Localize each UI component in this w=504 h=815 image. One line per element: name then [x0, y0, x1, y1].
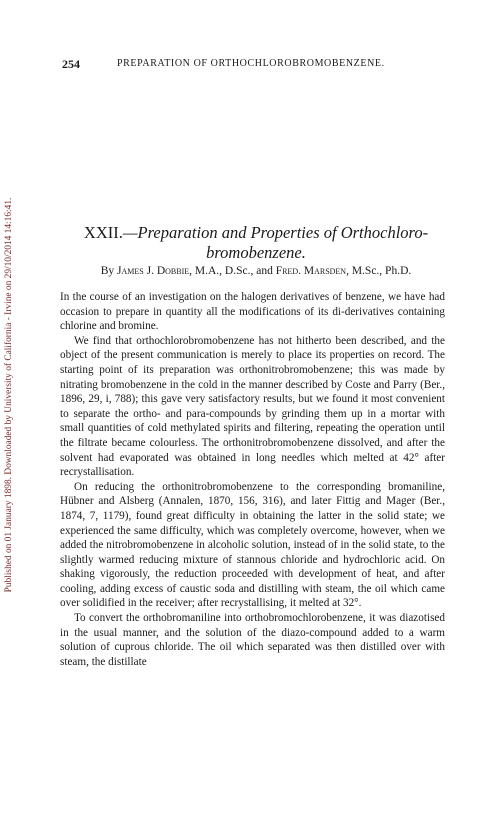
watermark-text: Published on 01 January 1898. Downloaded by University of California - Irvine on 29/10/2014 14:16:41. — [4, 197, 14, 593]
page-number: 254 — [62, 57, 80, 71]
title-line-1: —Preparation and Properties of Orthochloro- — [122, 223, 429, 242]
author-1-degrees: , M.A., D.Sc., and — [189, 265, 276, 277]
article-number: XXII. — [83, 223, 123, 242]
paragraph-4: To convert the orthobromaniline into orthobromochlorobenzene, it was diazotised in the usual manner, and the solution of the diazo-compound added to a warm solution of cuprous chloride. The oil which separated was then distilled over with steam, the distillate — [60, 612, 445, 668]
byline — [62, 265, 450, 277]
download-watermark — [2, 70, 16, 720]
running-header — [62, 57, 444, 72]
title-line-2: bromobenzene. — [206, 243, 306, 262]
author-1: James J. Dobbie — [117, 265, 190, 277]
paragraph-2: We find that orthochlorobromobenzene has not hitherto been described, and the object of the present communication is merely to place its properties on record. The starting point of its preparation was orthonitrobromobenzene; this was made by nitrating bromobenzene in the cold in the manner described by Coste and Parry (Ber., 1896, 29, i, 788); this gave very satisfactory results, but we found it most convenient to separate the ortho- and para-compounds by grinding them up in a mortar with small quantities of cold methylated spirits and filtering, repeating the operation until the filtrate became colourless. The orthonitrobromobenzene dissolved, and after the solvent had evaporated was obtained in long needles which melted at 42° after recrystallisation. — [60, 334, 445, 479]
author-2: Fred. Marsden — [275, 265, 347, 277]
paragraph-3: On reducing the orthonitrobromobenzene to the corresponding bromaniline, Hübner and Alsberg (Annalen, 1870, 156, 316), and later Fittig and Mager (Ber., 1874, 7, 1179), found great difficulty in obtaining the latter in the solid state; we experienced the same difficulty, which was completely overcome, however, when we added the nitrobromobenzene in alcoholic solution, instead of in the solid state, to the slightly warmed reducing mixture of stannous chloride and hydrochloric acid. On shaking vigorously, the reduction proceeded with development of heat, and after cooling, adding excess of caustic soda and distilling with steam, the oil which came over solidified in the receiver; after recrystallising, it melted at 32°. — [60, 480, 445, 610]
byline-by: By — [100, 265, 118, 277]
article-body — [60, 290, 445, 669]
paragraph-1: In the course of an investigation on the halogen derivatives of benzene, we have had occasion to prepare in quantity all the modifications of its di-derivatives containing chlorine and bromine. — [60, 291, 445, 333]
author-2-degrees: , M.Sc., Ph.D. — [346, 265, 412, 277]
running-title: PREPARATION OF ORTHOCHLOROBROMOBENZENE. — [117, 58, 385, 69]
article-title — [62, 223, 450, 263]
